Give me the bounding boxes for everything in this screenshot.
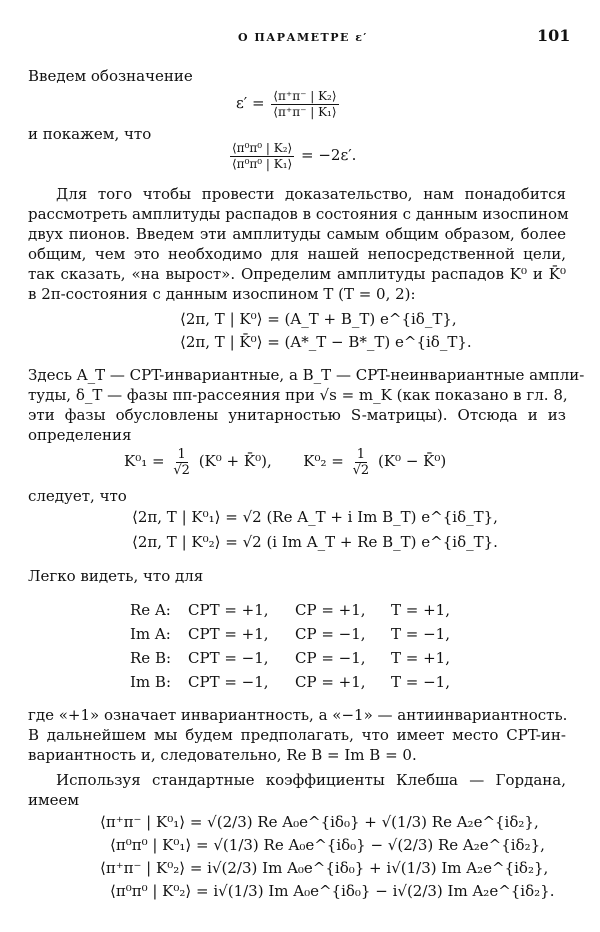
equation-amplitude-k1: ⟨2π, T | K⁰₁⟩ = √2 (Re A_T + i Im B_T) e^{iδ_T}, — [132, 508, 498, 526]
running-header: О ПАРАМЕТРЕ ε′ — [238, 31, 368, 44]
table-cell: CP = −1, — [295, 625, 366, 643]
table-cell: Im B: — [130, 673, 171, 691]
eq4-k2-numerator: 1 — [356, 446, 366, 462]
para1-line: Для того чтобы провести доказательство, нам понадобится — [56, 185, 566, 203]
eq4-k1-denominator: √2 — [173, 462, 190, 478]
eq4-k1-label: K⁰₁ = — [124, 452, 165, 470]
eq1-numerator: ⟨π⁺π⁻ | K₂⟩ — [273, 88, 337, 103]
equation-ratio — [228, 140, 356, 172]
eq4-k2-denominator: √2 — [352, 462, 370, 478]
table-cell: CP = +1, — [295, 601, 366, 619]
equation-amplitude-k0: ⟨2π, T | K⁰⟩ = (A_T + B_T) e^{iδ_T}, — [180, 310, 457, 328]
eq4-k2-fraction — [351, 447, 372, 478]
table-cell: CP = +1, — [295, 673, 366, 691]
eq2-denominator: ⟨π⁰π⁰ | K₁⟩ — [232, 156, 293, 171]
equation-amplitude-k2: ⟨2π, T | K⁰₂⟩ = √2 (i Im A_T + Re B_T) e^{iδ_T}. — [132, 533, 498, 551]
para1-line: в 2π-состояния с данным изоспином T (T = 0, 2): — [28, 285, 416, 303]
para1-line: рассмотреть амплитуды распадов в состояния с данным изоспином — [28, 205, 569, 223]
para2-line: эти фазы обусловлены унитарностью S-матрицы). Отсюда и из — [28, 406, 566, 424]
eq2-fraction — [230, 141, 294, 172]
para3-line: В дальнейшем мы будем предполагать, что имеет место CPT-ин- — [28, 726, 566, 744]
para3-line: где «+1» означает инвариантность, а «−1» — антиинвариантность. — [28, 706, 568, 724]
eq2-numerator: ⟨π⁰π⁰ | K₂⟩ — [232, 140, 293, 155]
table-cell: CPT = +1, — [188, 625, 269, 643]
table-row — [130, 670, 471, 694]
equation-pipi-k2-neutral: ⟨π⁰π⁰ | K⁰₂⟩ = i√(1/3) Im A₀e^{iδ₀} − i√(2/3) Im A₂e^{iδ₂}. — [110, 882, 555, 900]
eq4-k1-numerator: 1 — [177, 446, 186, 462]
table-cell: Re A: — [130, 601, 171, 619]
equation-k1-k2-definition — [124, 444, 446, 478]
eq2-rhs: = −2ε′. — [301, 146, 357, 164]
follows-text: следует, что — [28, 487, 127, 505]
page-number: 101 — [537, 26, 571, 45]
equation-amplitude-k0bar: ⟨2π, T | K̄⁰⟩ = (A*_T − B*_T) e^{iδ_T}. — [180, 333, 472, 351]
table-cell: CPT = +1, — [188, 601, 269, 619]
table-cell: T = +1, — [391, 649, 450, 667]
eq4-k1-expression: (K⁰ + K̄⁰), — [198, 452, 272, 470]
para1-line: так сказать, «на вырост». Определим амплитуды распадов K⁰ и K̄⁰ — [28, 265, 566, 283]
para1-line: общим, чем это необходимо для нашей непосредственной цели, — [28, 245, 566, 263]
table-cell: T = +1, — [391, 601, 450, 619]
para3-line: вариантность и, следовательно, Re B = Im B = 0. — [28, 746, 417, 764]
table-cell: Im A: — [130, 625, 171, 643]
eq4-k2-label: K⁰₂ = — [303, 452, 344, 470]
eq1-fraction — [271, 89, 338, 120]
equation-epsilon-prime — [236, 88, 341, 120]
table-row — [130, 622, 471, 646]
table-cell: CPT = −1, — [188, 673, 269, 691]
table-cell: Re B: — [130, 649, 172, 667]
equation-pipi-k1-neutral: ⟨π⁰π⁰ | K⁰₁⟩ = √(1/3) Re A₀e^{iδ₀} − √(2/3) Re A₂e^{iδ₂}, — [110, 836, 545, 854]
para1-line: двух пионов. Введем эти амплитуды самым общим образом, более — [28, 225, 566, 243]
para4-line: имеем — [28, 791, 80, 809]
equation-pipi-k2-charged: ⟨π⁺π⁻ | K⁰₂⟩ = i√(2/3) Im A₀e^{iδ₀} + i√(1/3) Im A₂e^{iδ₂}, — [100, 859, 549, 877]
para2-line: определения — [28, 426, 132, 444]
para2-line: Здесь A_T — CPT-инвариантные, а B_T — CPT-неинвариантные ампли- — [28, 366, 585, 384]
show-text: и покажем, что — [28, 125, 152, 143]
eq1-lhs: ε′ = — [236, 94, 265, 112]
table-cell: T = −1, — [391, 673, 450, 691]
easy-text: Легко видеть, что для — [28, 567, 204, 585]
para2-line: туды, δ_T — фазы ππ-рассеяния при √s = m_K (как показано в гл. 8, — [28, 386, 568, 404]
eq4-k1-fraction — [171, 447, 192, 478]
table-row — [130, 646, 471, 670]
table-cell: CP = −1, — [295, 649, 366, 667]
symmetry-table — [130, 598, 471, 694]
table-row — [130, 598, 471, 622]
eq1-denominator: ⟨π⁺π⁻ | K₁⟩ — [273, 104, 337, 119]
para4-line: Используя стандартные коэффициенты Клебша — Гордана, — [56, 771, 566, 789]
table-cell: T = −1, — [391, 625, 450, 643]
eq4-k2-expression: (K⁰ − K̄⁰) — [377, 452, 447, 470]
table-cell: CPT = −1, — [188, 649, 269, 667]
equation-pipi-k1-charged: ⟨π⁺π⁻ | K⁰₁⟩ = √(2/3) Re A₀e^{iδ₀} + √(1/3) Re A₂e^{iδ₂}, — [100, 813, 539, 831]
intro-text: Введем обозначение — [28, 67, 193, 85]
